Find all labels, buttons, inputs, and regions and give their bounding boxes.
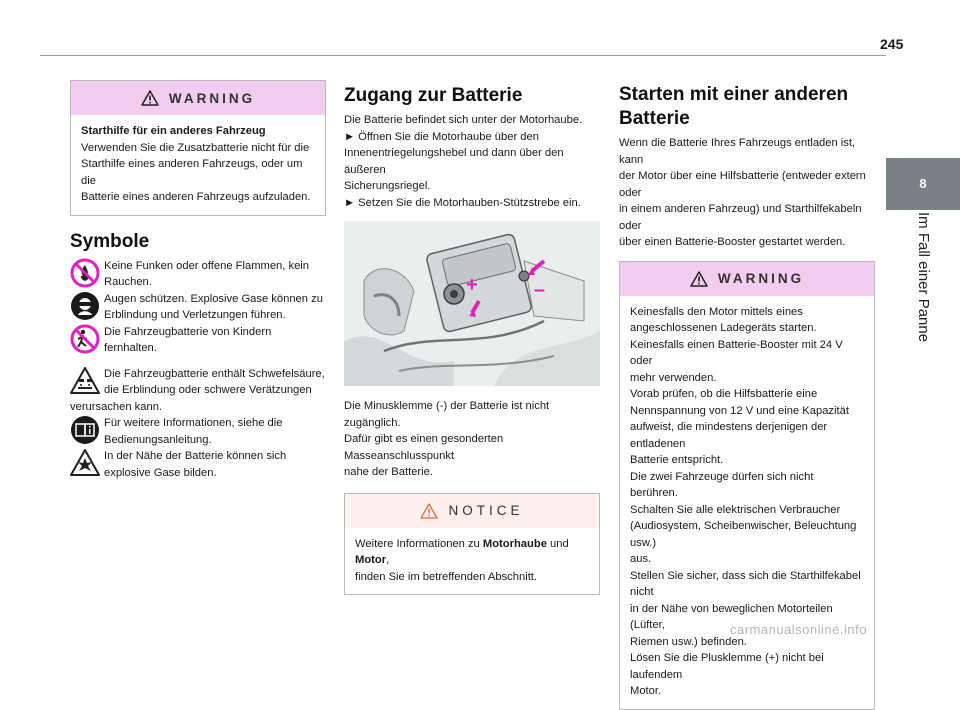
engine-bay-illustration — [344, 221, 600, 386]
warning-heading: Starthilfe für ein anderes Fahrzeug — [81, 125, 266, 137]
warning-triangle-icon — [690, 271, 708, 287]
notice-line: finden Sie im betreffenden Abschnitt. — [355, 570, 538, 583]
warning-line: aus. — [630, 553, 652, 565]
left-column — [70, 80, 326, 481]
warning-line: Lösen Sie die Plusklemme (+) nicht bei laufendem — [630, 652, 824, 681]
warning-line: Nennspannung von 12 V und eine Kapazität — [630, 404, 849, 417]
access-line: ► Setzen Sie die Motorhauben-Stützstrebe ein. — [344, 196, 581, 209]
jumpstart-line: der Motor über eine Hilfsbatterie (entweder extern oder — [619, 170, 866, 199]
warning-line: Schalten Sie alle elektrischen Verbraucher — [630, 503, 841, 516]
jumpstart-line: Wenn die Batterie Ihres Fahrzeugs entladen ist, kann — [619, 137, 856, 166]
symbol-text-continuation: verursachen kann. — [70, 400, 163, 413]
minus-terminal-label: – — [534, 279, 546, 301]
access-line: Innenentriegelungshebel und dann über den äußeren — [344, 147, 564, 176]
notice-box — [344, 493, 600, 596]
page-number: 245 — [880, 36, 904, 52]
notice-header — [345, 494, 599, 528]
warning-line: Keinesfalls den Motor mittels eines — [630, 305, 803, 318]
eye-protection-icon — [70, 291, 100, 321]
symbol-text: Für weitere Informationen, siehe die Bedienungsanleitung. — [104, 417, 283, 446]
keep-children-away-icon — [70, 324, 100, 354]
chapter-tab[interactable] — [886, 158, 960, 210]
middle-column — [344, 80, 600, 595]
access-line: ► Öffnen Sie die Motorhaube über den — [344, 130, 539, 143]
caption-line: Dafür gibt es einen gesonderten Masseanschlusspunkt — [344, 433, 504, 462]
access-line: Sicherungsriegel. — [344, 180, 431, 192]
engine-bay-photo — [344, 221, 600, 386]
symbols-heading: Symbole — [70, 230, 150, 252]
no-flame-icon — [70, 258, 100, 288]
warning-body — [620, 296, 874, 709]
warning-box-booster — [70, 80, 326, 216]
warning-line: Die zwei Fahrzeuge dürfen sich nicht berühren. — [630, 470, 814, 499]
warning-line: Verwenden Sie die Zusatzbatterie nicht für die — [81, 141, 310, 154]
symbol-text: Die Fahrzeugbatterie enthält Schwefelsäure, die Erblindung oder schwere Verätzungen — [104, 367, 325, 396]
plus-terminal-label: + — [466, 274, 478, 296]
warning-line: Motor. — [630, 685, 662, 697]
symbol-item — [70, 366, 326, 416]
notice-line: Weitere Informationen zu Motorhaube und Motor, — [355, 537, 569, 566]
symbol-text: Die Fahrzeugbatterie von Kindern fernhalten. — [104, 325, 272, 354]
warning-line: aufweist, die mindestens derjenigen der entladenen — [630, 421, 828, 450]
chapter-number: 8 — [919, 176, 927, 191]
jumpstart-line: über einen Batterie-Booster gestartet werden. — [619, 236, 846, 248]
warning-line: Stellen Sie sicher, dass sich die Starthilfekabel nicht — [630, 569, 861, 598]
symbols-list — [70, 258, 326, 482]
warning-line: (Audiosystem, Scheibenwischer, Beleuchtung usw.) — [630, 520, 857, 549]
symbol-text: Augen schützen. Explosive Gase können zu Erblindung und Verletzungen führen. — [104, 292, 323, 321]
access-text — [344, 112, 600, 211]
warning-line: Batterie entspricht. — [630, 454, 724, 466]
jumpstart-line: in einem anderen Fahrzeug) und Starthilfekabeln oder — [619, 203, 862, 232]
warning-line: Starthilfe eines anderen Fahrzeugs, oder um die — [81, 158, 303, 187]
chapter-title: Im Fall einer Panne — [915, 212, 932, 343]
warning-line: Vorab prüfen, ob die Hilfsbatterie eine — [630, 388, 818, 400]
symbol-item — [70, 448, 326, 481]
symbol-item — [70, 258, 326, 291]
explosive-icon — [70, 448, 100, 478]
warning-line: Riemen usw.) befinden. — [630, 635, 747, 648]
manual-info-icon — [70, 415, 100, 445]
caption-line: Die Minusklemme (-) der Batterie ist nicht zugänglich. — [344, 400, 550, 429]
warning-body — [71, 115, 325, 215]
link-motorhaube[interactable]: Motorhaube — [482, 537, 547, 550]
jumpstart-text — [619, 135, 875, 251]
warning-header — [620, 262, 874, 296]
warning-line: mehr verwenden. — [630, 371, 717, 384]
notice-body — [345, 528, 599, 595]
warning-line: Batterie eines anderen Fahrzeugs aufzuladen. — [81, 191, 311, 203]
warning-title: WARNING — [717, 271, 805, 286]
symbol-item — [70, 324, 326, 357]
notice-triangle-icon — [420, 503, 438, 519]
caption-line: nahe der Batterie. — [344, 466, 433, 478]
notice-title: NOTICE — [448, 503, 524, 518]
corrosive-icon — [70, 366, 100, 396]
top-divider — [40, 55, 886, 56]
access-heading: Zugang zur Batterie — [344, 85, 523, 106]
access-line: Die Batterie befindet sich unter der Motorhaube. — [344, 114, 583, 126]
symbol-text: Keine Funken oder offene Flammen, kein Rauchen. — [104, 259, 310, 288]
photo-caption — [344, 398, 600, 481]
warning-line: Keinesfalls einen Batterie-Booster mit 24 V oder — [630, 338, 843, 367]
symbol-text: In der Nähe der Batterie können sich explosive Gase bilden. — [104, 450, 287, 479]
link-motor[interactable]: Motor — [355, 554, 387, 566]
watermark: carmanualsonline.info — [730, 622, 867, 637]
warning-box-jumpstart — [619, 261, 875, 710]
right-column — [619, 80, 875, 710]
warning-header — [71, 81, 325, 115]
warning-line: in der Nähe von beweglichen Motorteilen (Lüfter, — [630, 602, 833, 631]
symbol-item — [70, 415, 326, 448]
warning-title: WARNING — [168, 90, 256, 106]
symbol-item — [70, 291, 326, 324]
warning-triangle-icon — [141, 90, 159, 106]
warning-line: angeschlossenen Ladegeräts starten. — [630, 322, 817, 334]
jumpstart-heading: Starten mit einer anderen Batterie — [619, 84, 849, 129]
